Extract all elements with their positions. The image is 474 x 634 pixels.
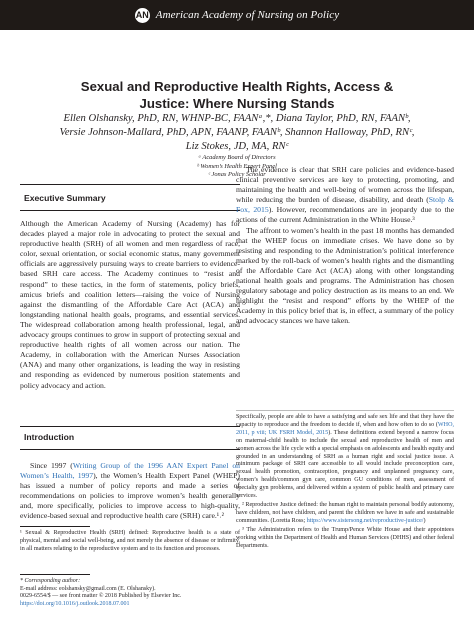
aan-logo-icon: AN — [135, 8, 150, 23]
section-rule — [20, 449, 240, 450]
citation-link[interactable]: Stolp & Fox, 2015 — [236, 195, 454, 215]
right-column-body — [236, 165, 454, 327]
footnote-1-continued: Specifically, people are able to have a satisfying and safe sex life and that they have the capacity to reproduce and the freedom to decide if, when and how often to do so (WHO, 2011, p viii; UK FSRH Model, 2015). These definitions extend beyond a narrow focus on maternal-child health to include the sexual and reproductive health of men and women across the life cycle with a special emphasis on adolescents and health equity and grounded in an understanding of SRH as a human right and social justice issue. A minimum package of SRH care accessible to all would include preconception care, sexual health promotion, contraception, pregnancy and unplanned pregnancy care, women’s health/common gyn care, common GU conditions of men, assessment of specialty gyn problems, and delivered within a system of public health and primary care services. — [236, 414, 454, 500]
paragraph: The evidence is clear that SRH care policies and evidence-based clinical preventive services are key to protecting, promoting, and maintaining the health and well-being of women across the lifespan, while reducing the burden of disease, disability, and death (Stolp & Fox, 2015). However, recommendations are in jeopardy due to the actions of the current Administration in the White House.³ — [236, 165, 454, 225]
introduction-body: Since 1997 (Writing Group of the 1996 AAN Expert Panel on Women’s Health, 1997), the Women’s Health Expert Panel (WHEP) has issued a number of policy reports and made a series of recommendations on policies to improve women’s health generally and, more specifically, policies to improve access to high-quality, evidence-based sexual and reproductive health care (SRH) care.¹˒² — [20, 461, 241, 521]
external-link[interactable]: https://www.sistersong.net/reproductive-justice/ — [306, 517, 424, 524]
introduction-heading: Introduction — [24, 432, 75, 442]
footnote-3: ³ The Administration refers to the Trump/Pence White House and their appointees working within the Department of Health and Human Services (DHHS) and other federal Departments. — [236, 526, 454, 549]
footnote-rule — [20, 574, 90, 575]
corresponding-author-label: * Corresponding author: — [20, 578, 81, 584]
section-rule — [20, 426, 240, 427]
affiliations: ᵃ Academy Board of Directors ᵇ Women’s Health Expert Panel ᶜ Jonas Policy Scholar — [197, 154, 277, 179]
executive-summary-heading: Executive Summary — [24, 193, 106, 203]
doi-link[interactable]: https://doi.org/10.1016/j.outlook.2018.07.001 — [20, 600, 130, 607]
journal-banner — [0, 0, 474, 30]
journal-section-title: American Academy of Nursing on Policy — [155, 9, 340, 21]
corresponding-email[interactable]: E-mail address: eolshansky@gmail.com (E. Olshansky). — [20, 585, 156, 592]
article-title: Sexual and Reproductive Health Rights, Access & Justice: Where Nursing Stands — [80, 79, 394, 111]
footnote-2: ² Reproductive Justice defined: the human right to maintain personal bodily autonomy, have children, not have children, and parent the children we have in safe and sustainable communities. (Loretta Ross; https://www.sistersong.net/reproductive-justice/) — [236, 501, 454, 524]
article-footer — [20, 578, 240, 608]
right-footnotes — [236, 414, 454, 551]
issn-line: 0029-6554/$ — see front matter © 2018 Published by Elsevier Inc. — [20, 593, 182, 600]
author-list: Ellen Olshansky, PhD, RN, WHNP-BC, FAANᵃ,*, Diana Taylor, PhD, RN, FAANᵇ, Versie Johnson-Mallard, PhD, APN, FAANP, FAANᵇ, Shannon Halloway, PhD, RNᶜ, Liz Stokes, JD, MA, RNᶜ — [59, 113, 415, 152]
footnote-rule — [20, 526, 90, 527]
citation-link[interactable]: WHO, 2011, p viii; UK FSRH Model, 2015 — [236, 421, 454, 436]
footnote-rule — [236, 410, 454, 411]
executive-summary-body: Although the American Academy of Nursing (Academy) has for decades played a major role in advocating to protect the sexual and reproductive health (SRH) of all women and men regardless of race, color, sexual orientation, or social economic status, many government officials are aggressively pursuing ways to create barriers to evidence-based SRH care access. The Academy continues to “resist and respond” to these tactics, in the form of statements, policy briefs, amicus briefs and coalition letters—raising the voice of Nursing against the dismantling of the Affordable Care Act (ACA) and longstanding national health goals, programs, and essential services. The widespread collaboration among health professional, legal, and advocacy groups continues to grow in support of protecting sexual and reproductive health rights of all women across our nation. The Academy, in collaboration with the American Nurses Association (ANA) and many other organizations, is leading the way in resisting and responding as evidenced by numerous position statements and policy advocacy and action. — [20, 219, 240, 390]
section-rule — [20, 210, 240, 211]
section-rule — [20, 184, 240, 185]
citation-link[interactable]: Writing Group of the 1996 AAN Expert Panel on Women’s Health, 1997 — [20, 461, 241, 481]
footnote-1: ¹ Sexual & Reproductive Health (SRH) defined: Reproductive health is a state of physical, mental and social well-being, and not merely the absence of disease or infirmity, in all matters relating to the reproductive system and to its function and processes. — [20, 530, 240, 552]
paragraph: The affront to women’s health in the past 18 months has demanded that the WHEP focus on immediate crises. We have done so by resisting and responding to the Administration’s political interference marked by the roll-back of women’s health rights and the dismantling of the Affordable Care Act (ACA) along with other longstanding national health goals and programs. The Administration has chosen regulatory sabotage and policy destruction as its means to an end. We highlight the “resist and respond” efforts by the WHEP of the Academy in this policy brief that is, in effect, a summary of the policy and advocacy stances we have taken. — [236, 225, 454, 326]
